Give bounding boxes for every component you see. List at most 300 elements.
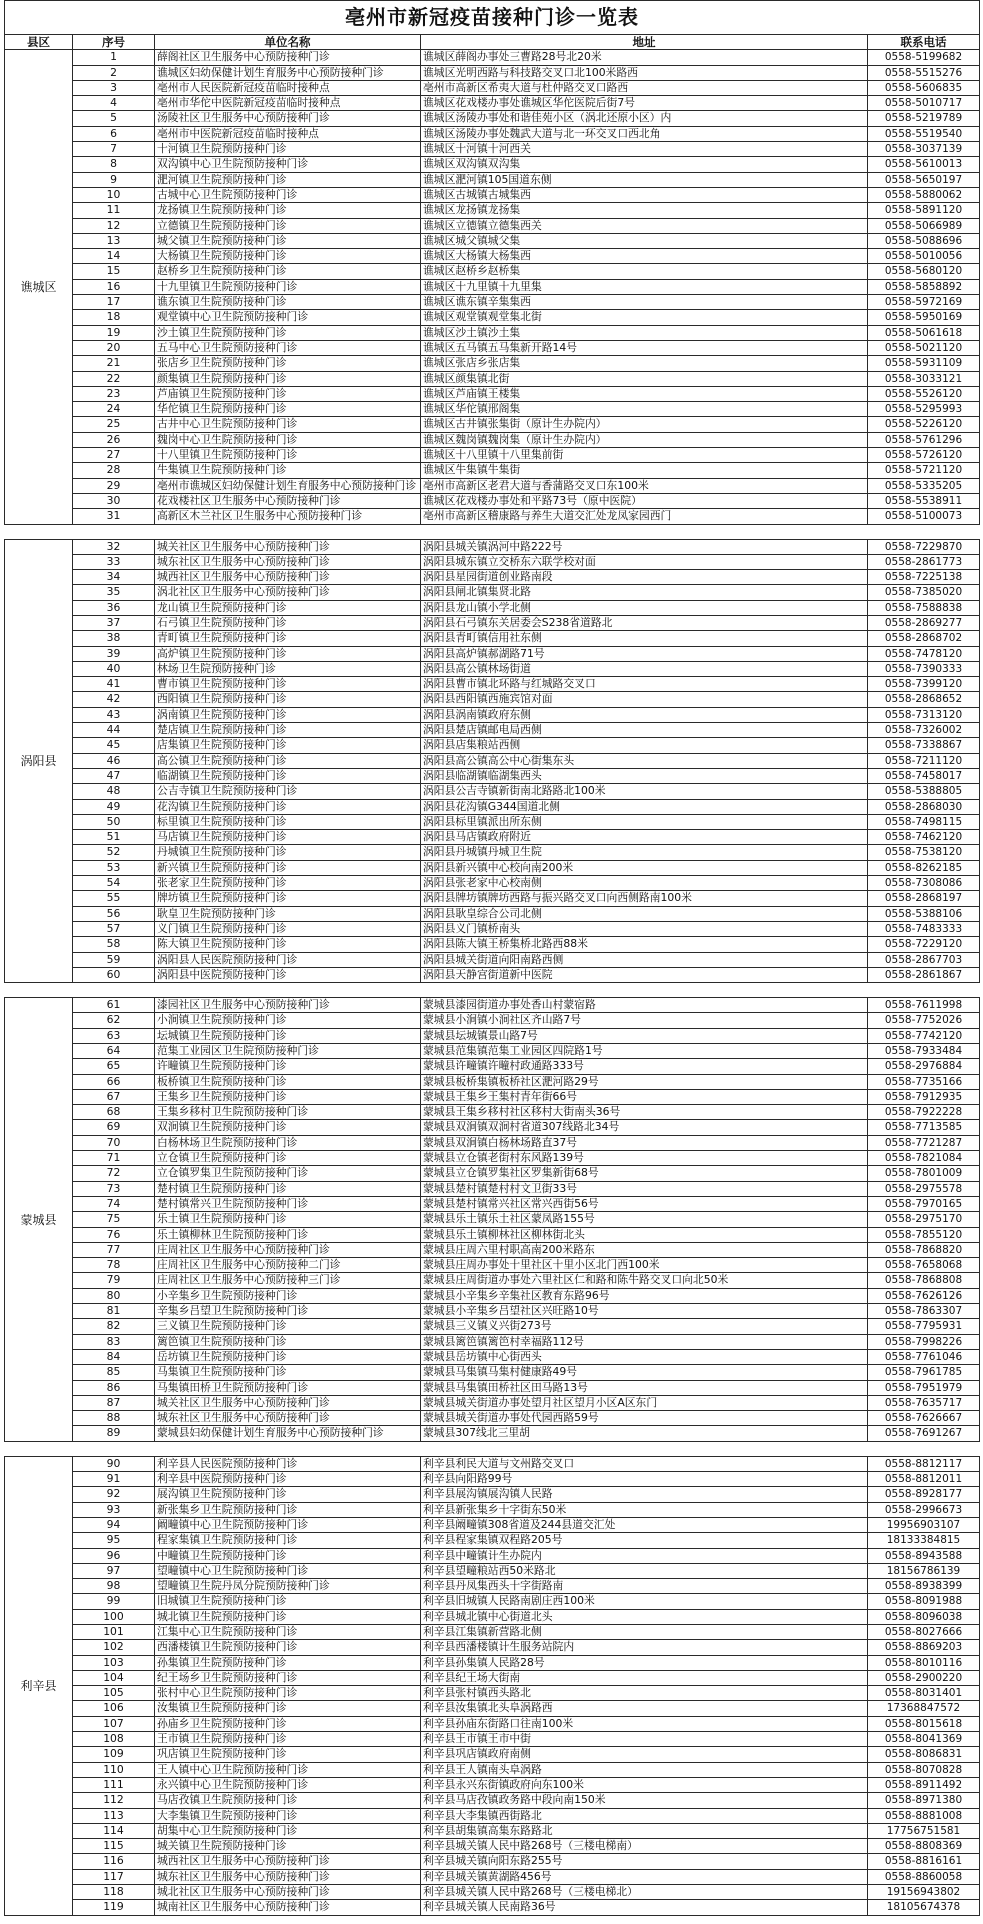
vaccination-sites-table: [4, 0, 980, 1916]
cell-no: 71: [73, 1151, 155, 1166]
cell-name: 利辛县人民医院预防接种门诊: [155, 1457, 421, 1472]
cell-phone: 0558-7399120: [868, 677, 980, 692]
cell-phone: 0558-7742120: [868, 1029, 980, 1044]
cell-address: 涡阳县城关镇涡河中路222号: [421, 540, 868, 555]
cell-no: 40: [73, 662, 155, 677]
cell-name: 城西社区卫生服务中心预防接种门诊: [155, 570, 421, 585]
cell-no: 107: [73, 1717, 155, 1732]
cell-phone: 0558-5199682: [868, 50, 980, 65]
header-phone: 联系电话: [868, 35, 980, 50]
cell-address: 利辛县新张集乡十字街东50米: [421, 1503, 868, 1518]
cell-address: 利辛县王市镇王市中街: [421, 1732, 868, 1747]
cell-name: 三义镇卫生院预防接种门诊: [155, 1319, 421, 1334]
cell-name: 颜集镇卫生院预防接种门诊: [155, 372, 421, 387]
cell-no: 93: [73, 1503, 155, 1518]
cell-no: 87: [73, 1396, 155, 1411]
cell-address: 谯城区薛阁办事处三曹路28号北20米: [421, 50, 868, 65]
cell-phone: 0558-5950169: [868, 310, 980, 325]
cell-address: 涡阳县店集粮站西侧: [421, 738, 868, 753]
cell-no: 12: [73, 219, 155, 234]
cell-name: 许疃镇卫生院预防接种门诊: [155, 1059, 421, 1074]
cell-name: 十九里镇卫生院预防接种门诊: [155, 280, 421, 295]
cell-phone: 0558-5526120: [868, 387, 980, 402]
cell-name: 城东社区卫生服务中心预防接种门诊: [155, 555, 421, 570]
cell-phone: 0558-2869277: [868, 616, 980, 631]
cell-name: 楚店镇卫生院预防接种门诊: [155, 723, 421, 738]
cell-address: 蒙城县许疃镇许疃村政通路333号: [421, 1059, 868, 1074]
cell-address: 蒙城县立仓镇老街村东风路139号: [421, 1151, 868, 1166]
cell-phone: 0558-7821084: [868, 1151, 980, 1166]
cell-no: 53: [73, 861, 155, 876]
cell-phone: 0558-7385020: [868, 585, 980, 600]
cell-name: 高新区木兰社区卫生服务中心预防接种门诊: [155, 509, 421, 524]
cell-phone: 0558-5891120: [868, 203, 980, 218]
cell-phone: 0558-5726120: [868, 448, 980, 463]
cell-address: 利辛县江集镇新营路北侧: [421, 1625, 868, 1640]
cell-name: 曹市镇卫生院预防接种门诊: [155, 677, 421, 692]
cell-address: 涡阳县石弓镇东关居委会S238省道路北: [421, 616, 868, 631]
cell-no: 41: [73, 677, 155, 692]
cell-address: 蒙城县双涧镇白杨林场路直37号: [421, 1136, 868, 1151]
cell-phone: 0558-2900220: [868, 1671, 980, 1686]
cell-address: 蒙城县庄周办事处十里社区十里小区北门西100米: [421, 1258, 868, 1273]
cell-no: 102: [73, 1640, 155, 1655]
cell-no: 94: [73, 1518, 155, 1533]
cell-no: 91: [73, 1472, 155, 1487]
cell-no: 89: [73, 1426, 155, 1441]
cell-phone: 0558-8816161: [868, 1854, 980, 1869]
cell-name: 王人镇中心卫生院预防接种门诊: [155, 1763, 421, 1778]
cell-phone: 0558-8869203: [868, 1640, 980, 1655]
cell-name: 新兴镇卫生院预防接种门诊: [155, 861, 421, 876]
cell-name: 赵桥乡卫生院预防接种门诊: [155, 264, 421, 279]
cell-phone: 0558-7483333: [868, 922, 980, 937]
cell-name: 范集工业园区卫生院预防接种门诊: [155, 1044, 421, 1059]
cell-address: 利辛县胡集镇高集东路路北: [421, 1824, 868, 1839]
cell-phone: 17368847572: [868, 1701, 980, 1716]
cell-address: 蒙城县庄周六里村职高南200米路东: [421, 1243, 868, 1258]
cell-name: 义门镇卫生院预防接种门诊: [155, 922, 421, 937]
cell-no: 9: [73, 173, 155, 188]
cell-no: 50: [73, 815, 155, 830]
cell-address: 涡阳县西阳镇西施宾馆对面: [421, 692, 868, 707]
cell-no: 82: [73, 1319, 155, 1334]
cell-no: 118: [73, 1885, 155, 1900]
cell-phone: 19156943802: [868, 1885, 980, 1900]
cell-phone: 18105674378: [868, 1900, 980, 1915]
cell-address: 涡阳县青町镇信用社东侧: [421, 631, 868, 646]
cell-no: 23: [73, 387, 155, 402]
cell-phone: 0558-8086831: [868, 1747, 980, 1762]
header-district: 县区: [5, 35, 73, 50]
cell-name: 纪王场乡卫生院预防接种门诊: [155, 1671, 421, 1686]
cell-phone: 0558-8881008: [868, 1809, 980, 1824]
cell-address: 谯城区汤陵办事处魏武大道与北一环交叉口西北角: [421, 127, 868, 142]
cell-phone: 18133384815: [868, 1533, 980, 1548]
cell-phone: 0558-7961785: [868, 1365, 980, 1380]
cell-phone: 19956903107: [868, 1518, 980, 1533]
cell-phone: 0558-8070828: [868, 1763, 980, 1778]
cell-no: 60: [73, 968, 155, 983]
cell-no: 76: [73, 1228, 155, 1243]
cell-name: 芦庙镇卫生院预防接种门诊: [155, 387, 421, 402]
cell-phone: 0558-7313120: [868, 708, 980, 723]
cell-no: 88: [73, 1411, 155, 1426]
cell-address: 利辛县向阳路99号: [421, 1472, 868, 1487]
cell-address: 蒙城县立仓镇罗集社区罗集新街68号: [421, 1166, 868, 1181]
cell-no: 113: [73, 1809, 155, 1824]
cell-address: 利辛县孙庙东街路口往南100米: [421, 1717, 868, 1732]
cell-no: 30: [73, 494, 155, 509]
cell-no: 114: [73, 1824, 155, 1839]
district-label: 涡阳县: [5, 540, 73, 984]
cell-name: 阚疃镇中心卫生院预防接种门诊: [155, 1518, 421, 1533]
cell-no: 29: [73, 479, 155, 494]
cell-address: 蒙城县307线北三里胡: [421, 1426, 868, 1441]
cell-phone: 0558-5519540: [868, 127, 980, 142]
cell-address: 谯城区花戏楼办事处谯城区华佗医院后街7号: [421, 96, 868, 111]
cell-name: 涡南镇卫生院预防接种门诊: [155, 708, 421, 723]
cell-phone: 0558-8096038: [868, 1610, 980, 1625]
cell-name: 庄周社区卫生服务中心预防接种二门诊: [155, 1258, 421, 1273]
cell-phone: 0558-8091988: [868, 1594, 980, 1609]
cell-name: 城南社区卫生服务中心预防接种门诊: [155, 1900, 421, 1915]
cell-address: 蒙城县马集镇马集村健康路49号: [421, 1365, 868, 1380]
cell-name: 石弓镇卫生院预防接种门诊: [155, 616, 421, 631]
cell-address: 利辛县孙集镇人民路28号: [421, 1656, 868, 1671]
cell-no: 65: [73, 1059, 155, 1074]
cell-no: 96: [73, 1549, 155, 1564]
cell-phone: 0558-5021120: [868, 341, 980, 356]
cell-name: 大李集镇卫生院预防接种门诊: [155, 1809, 421, 1824]
cell-no: 33: [73, 555, 155, 570]
cell-no: 79: [73, 1273, 155, 1288]
district-section: [4, 1456, 980, 1916]
cell-phone: 0558-8943588: [868, 1549, 980, 1564]
cell-name: 龙山镇卫生院预防接种门诊: [155, 601, 421, 616]
cell-address: 涡阳县龙山镇小学北侧: [421, 601, 868, 616]
cell-no: 85: [73, 1365, 155, 1380]
cell-no: 36: [73, 601, 155, 616]
cell-no: 44: [73, 723, 155, 738]
cell-no: 109: [73, 1747, 155, 1762]
cell-no: 2: [73, 66, 155, 81]
cell-name: 古井中心卫生院预防接种门诊: [155, 417, 421, 432]
cell-no: 81: [73, 1304, 155, 1319]
cell-no: 58: [73, 937, 155, 952]
cell-phone: 0558-5880062: [868, 188, 980, 203]
cell-name: 乐土镇卫生院预防接种门诊: [155, 1212, 421, 1227]
cell-phone: 0558-5295993: [868, 402, 980, 417]
cell-address: 谯城区赵桥乡赵桥集: [421, 264, 868, 279]
cell-phone: 0558-7933484: [868, 1044, 980, 1059]
cell-no: 45: [73, 738, 155, 753]
cell-address: 谯城区淝河镇105国道东侧: [421, 173, 868, 188]
cell-no: 68: [73, 1105, 155, 1120]
table-body: [4, 50, 980, 1915]
cell-name: 陈大镇卫生院预防接种门诊: [155, 937, 421, 952]
cell-address: 利辛县展沟镇展沟镇人民路: [421, 1487, 868, 1502]
cell-phone: 0558-5088696: [868, 234, 980, 249]
cell-phone: 0558-8911492: [868, 1778, 980, 1793]
cell-phone: 0558-8262185: [868, 861, 980, 876]
cell-address: 利辛县纪王场大街南: [421, 1671, 868, 1686]
cell-name: 龙扬镇卫生院预防接种门诊: [155, 203, 421, 218]
cell-phone: 0558-5010056: [868, 249, 980, 264]
cell-name: 淝河镇卫生院预防接种门诊: [155, 173, 421, 188]
cell-address: 蒙城县范集镇范集工业园区四院路1号: [421, 1044, 868, 1059]
cell-no: 66: [73, 1075, 155, 1090]
cell-name: 临湖镇卫生院预防接种门诊: [155, 769, 421, 784]
cell-address: 蒙城县乐土镇乐土社区蒙凤路155号: [421, 1212, 868, 1227]
cell-address: 涡阳县张老家中心校南侧: [421, 876, 868, 891]
cell-name: 利辛县中医院预防接种门诊: [155, 1472, 421, 1487]
cell-name: 高公镇卫生院预防接种门诊: [155, 754, 421, 769]
cell-name: 乐土镇柳林卫生院预防接种门诊: [155, 1228, 421, 1243]
cell-no: 104: [73, 1671, 155, 1686]
district-section: [4, 997, 980, 1442]
cell-name: 古城中心卫生院预防接种门诊: [155, 188, 421, 203]
document-title: 亳州市新冠疫苗接种门诊一览表: [4, 0, 980, 34]
cell-address: 谯城区华佗镇邢阁集: [421, 402, 868, 417]
cell-address: 涡阳县丹城镇丹城卫生院: [421, 845, 868, 860]
cell-name: 马店镇卫生院预防接种门诊: [155, 830, 421, 845]
cell-phone: 0558-7721287: [868, 1136, 980, 1151]
cell-no: 97: [73, 1564, 155, 1579]
cell-address: 亳州市高新区老君大道与香蒲路交叉口东100米: [421, 479, 868, 494]
cell-phone: 0558-2975578: [868, 1182, 980, 1197]
cell-phone: 0558-8808369: [868, 1839, 980, 1854]
cell-no: 77: [73, 1243, 155, 1258]
cell-no: 75: [73, 1212, 155, 1227]
cell-no: 8: [73, 157, 155, 172]
cell-phone: 0558-7761046: [868, 1350, 980, 1365]
cell-phone: 0558-2861773: [868, 555, 980, 570]
cell-phone: 17756751581: [868, 1824, 980, 1839]
cell-address: 谯城区光明西路与科技路交叉口北100米路西: [421, 66, 868, 81]
cell-phone: 0558-7626126: [868, 1289, 980, 1304]
cell-address: 谯城区十八里镇十八里集前街: [421, 448, 868, 463]
cell-phone: 0558-7951979: [868, 1381, 980, 1396]
cell-no: 11: [73, 203, 155, 218]
cell-phone: 0558-7538120: [868, 845, 980, 860]
cell-phone: 0558-7752026: [868, 1013, 980, 1028]
cell-name: 店集镇卫生院预防接种门诊: [155, 738, 421, 753]
cell-no: 59: [73, 953, 155, 968]
cell-name: 城北社区卫生服务中心预防接种门诊: [155, 1885, 421, 1900]
cell-name: 坛城镇卫生院预防接种门诊: [155, 1029, 421, 1044]
cell-phone: 0558-2868652: [868, 692, 980, 707]
cell-phone: 0558-7868808: [868, 1273, 980, 1288]
cell-address: 涡阳县星园街道创业路南段: [421, 570, 868, 585]
cell-name: 西阳镇卫生院预防接种门诊: [155, 692, 421, 707]
cell-phone: 0558-5931109: [868, 356, 980, 371]
cell-address: 利辛县大李集镇西街路北: [421, 1809, 868, 1824]
cell-address: 涡阳县新兴镇中心校向南200米: [421, 861, 868, 876]
cell-address: 谯城区古井镇张集街（原计生办院内）: [421, 417, 868, 432]
cell-address: 利辛县利民大道与文州路交叉口: [421, 1457, 868, 1472]
cell-no: 116: [73, 1854, 155, 1869]
cell-no: 95: [73, 1533, 155, 1548]
cell-name: 立仓镇罗集卫生院预防接种门诊: [155, 1166, 421, 1181]
cell-phone: 0558-8010116: [868, 1656, 980, 1671]
cell-name: 花沟镇卫生院预防接种门诊: [155, 800, 421, 815]
cell-no: 74: [73, 1197, 155, 1212]
cell-phone: 0558-7735166: [868, 1075, 980, 1090]
cell-phone: 0558-7338867: [868, 738, 980, 753]
cell-no: 27: [73, 448, 155, 463]
cell-address: 蒙城县楚村镇楚村村文卫街33号: [421, 1182, 868, 1197]
header-address: 地址: [421, 35, 868, 50]
cell-no: 90: [73, 1457, 155, 1472]
cell-name: 孙集镇卫生院预防接种门诊: [155, 1656, 421, 1671]
cell-name: 张店乡卫生院预防接种门诊: [155, 356, 421, 371]
cell-name: 标里镇卫生院预防接种门诊: [155, 815, 421, 830]
cell-phone: 0558-2975170: [868, 1212, 980, 1227]
cell-address: 谯城区牛集镇牛集街: [421, 463, 868, 478]
cell-name: 江集中心卫生院预防接种门诊: [155, 1625, 421, 1640]
cell-name: 新张集乡卫生院预防接种门诊: [155, 1503, 421, 1518]
cell-no: 22: [73, 372, 155, 387]
cell-phone: 0558-7658068: [868, 1258, 980, 1273]
cell-name: 庄周社区卫生服务中心预防接种三门诊: [155, 1273, 421, 1288]
cell-name: 魏岗中心卫生院预防接种门诊: [155, 433, 421, 448]
cell-name: 华佗镇卫生院预防接种门诊: [155, 402, 421, 417]
cell-address: 涡阳县义门镇桥南头: [421, 922, 868, 937]
cell-name: 张村中心卫生院预防接种门诊: [155, 1686, 421, 1701]
cell-name: 程家集镇卫生院预防接种门诊: [155, 1533, 421, 1548]
cell-address: 涡阳县高公镇林场街道: [421, 662, 868, 677]
cell-address: 涡阳县牌坊镇牌坊西路与振兴路交叉口向西侧路南100米: [421, 891, 868, 906]
cell-name: 城关社区卫生服务中心预防接种门诊: [155, 540, 421, 555]
cell-no: 13: [73, 234, 155, 249]
cell-no: 117: [73, 1870, 155, 1885]
cell-phone: 0558-2868702: [868, 631, 980, 646]
cell-phone: 0558-5100073: [868, 509, 980, 524]
cell-no: 78: [73, 1258, 155, 1273]
cell-no: 47: [73, 769, 155, 784]
cell-name: 牛集镇卫生院预防接种门诊: [155, 463, 421, 478]
cell-phone: 0558-2976884: [868, 1059, 980, 1074]
cell-address: 蒙城县王集乡王集村青年街66号: [421, 1090, 868, 1105]
cell-address: 涡阳县标里镇派出所东侧: [421, 815, 868, 830]
cell-no: 98: [73, 1579, 155, 1594]
cell-phone: 0558-5538911: [868, 494, 980, 509]
cell-no: 51: [73, 830, 155, 845]
cell-no: 7: [73, 142, 155, 157]
cell-no: 17: [73, 295, 155, 310]
cell-address: 利辛县巩店镇政府南侧: [421, 1747, 868, 1762]
cell-name: 立仓镇卫生院预防接种门诊: [155, 1151, 421, 1166]
cell-phone: 0558-7458017: [868, 769, 980, 784]
cell-address: 谯城区汤陵办事处和谐佳苑小区（涡北还原小区）内: [421, 111, 868, 126]
cell-phone: 0558-5388106: [868, 907, 980, 922]
cell-address: 蒙城县岳坊镇中心街西头: [421, 1350, 868, 1365]
cell-address: 谯城区城父镇城父集: [421, 234, 868, 249]
cell-address: 谯城区大杨镇大杨集西: [421, 249, 868, 264]
cell-address: 谯城区花戏楼办事处和平路73号（原中医院）: [421, 494, 868, 509]
cell-address: 谯城区双沟镇双沟集: [421, 157, 868, 172]
cell-address: 谯城区十九里镇十九里集: [421, 280, 868, 295]
cell-name: 旧城镇卫生院预防接种门诊: [155, 1594, 421, 1609]
cell-phone: 0558-2868030: [868, 800, 980, 815]
cell-phone: 0558-7478120: [868, 647, 980, 662]
cell-no: 25: [73, 417, 155, 432]
cell-name: 城父镇卫生院预防接种门诊: [155, 234, 421, 249]
cell-address: 利辛县城关镇人民中路268号（三楼电梯北）: [421, 1885, 868, 1900]
cell-phone: 0558-5721120: [868, 463, 980, 478]
cell-address: 谯城区十河镇十河西关: [421, 142, 868, 157]
cell-name: 耿皇卫生院预防接种门诊: [155, 907, 421, 922]
cell-phone: 0558-5972169: [868, 295, 980, 310]
cell-name: 蒙城县妇幼保健计划生育服务中心预防接种门诊: [155, 1426, 421, 1441]
cell-phone: 0558-7462120: [868, 830, 980, 845]
cell-address: 谯城区龙扬镇龙扬集: [421, 203, 868, 218]
cell-name: 中疃镇卫生院预防接种门诊: [155, 1549, 421, 1564]
cell-phone: 0558-8812011: [868, 1472, 980, 1487]
cell-name: 十八里镇卫生院预防接种门诊: [155, 448, 421, 463]
cell-phone: 0558-7863307: [868, 1304, 980, 1319]
cell-no: 99: [73, 1594, 155, 1609]
cell-address: 蒙城县三义镇义兴街273号: [421, 1319, 868, 1334]
cell-phone: 0558-7868820: [868, 1243, 980, 1258]
cell-address: 涡阳县天静宫街道新中医院: [421, 968, 868, 983]
cell-name: 小辛集乡卫生院预防接种门诊: [155, 1289, 421, 1304]
cell-name: 林场卫生院预防接种门诊: [155, 662, 421, 677]
cell-name: 西潘楼镇卫生院预防接种门诊: [155, 1640, 421, 1655]
cell-no: 108: [73, 1732, 155, 1747]
cell-name: 十河镇卫生院预防接种门诊: [155, 142, 421, 157]
cell-address: 涡阳县高公镇高公中心街集东头: [421, 754, 868, 769]
cell-address: 亳州市高新区稽康路与养生大道交汇处龙凤家园西门: [421, 509, 868, 524]
cell-no: 1: [73, 50, 155, 65]
cell-phone: 0558-5650197: [868, 173, 980, 188]
cell-no: 34: [73, 570, 155, 585]
cell-no: 70: [73, 1136, 155, 1151]
cell-no: 20: [73, 341, 155, 356]
cell-name: 岳坊镇卫生院预防接种门诊: [155, 1350, 421, 1365]
cell-address: 谯城区谯东镇辛集集西: [421, 295, 868, 310]
cell-phone: 0558-7801009: [868, 1166, 980, 1181]
cell-phone: 0558-8928177: [868, 1487, 980, 1502]
header-name: 单位名称: [155, 35, 421, 50]
cell-no: 42: [73, 692, 155, 707]
cell-address: 利辛县城关镇人民南路36号: [421, 1900, 868, 1915]
cell-address: 蒙城县城关街道办事处代园西路59号: [421, 1411, 868, 1426]
cell-address: 涡阳县陈大镇王桥集桥北路西88米: [421, 937, 868, 952]
cell-name: 展沟镇卫生院预防接种门诊: [155, 1487, 421, 1502]
cell-name: 花戏楼社区卫生服务中心预防接种门诊: [155, 494, 421, 509]
cell-name: 双沟镇中心卫生院预防接种门诊: [155, 157, 421, 172]
cell-name: 楚村镇常兴卫生院预防接种门诊: [155, 1197, 421, 1212]
cell-phone: 0558-8860058: [868, 1870, 980, 1885]
cell-address: 利辛县旧城镇人民路南剧庄西100米: [421, 1594, 868, 1609]
cell-name: 谯东镇卫生院预防接种门诊: [155, 295, 421, 310]
cell-no: 110: [73, 1763, 155, 1778]
cell-name: 巩店镇卫生院预防接种门诊: [155, 1747, 421, 1762]
cell-no: 55: [73, 891, 155, 906]
cell-address: 蒙城县板桥集镇板桥社区淝河路29号: [421, 1075, 868, 1090]
cell-address: 涡阳县公吉寺镇新街南北路路北100米: [421, 784, 868, 799]
cell-address: 蒙城县篱笆镇篱笆村幸福路112号: [421, 1335, 868, 1350]
cell-no: 115: [73, 1839, 155, 1854]
cell-phone: 0558-5858892: [868, 280, 980, 295]
cell-phone: 0558-7390333: [868, 662, 980, 677]
cell-no: 38: [73, 631, 155, 646]
cell-name: 板桥镇卫生院预防接种门诊: [155, 1075, 421, 1090]
cell-name: 亳州市中医院新冠疫苗临时接种点: [155, 127, 421, 142]
cell-phone: 0558-2996673: [868, 1503, 980, 1518]
